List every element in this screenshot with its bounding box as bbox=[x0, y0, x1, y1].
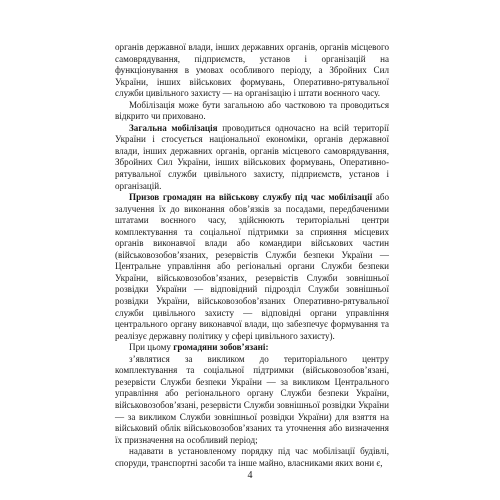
paragraph-general-mobilization bbox=[115, 123, 389, 192]
text-run: з’являтися за викликом до територіального центру комплектування та соціальної підтримки (військовозобов’язані, резервісти Служби безпеки України — за викликом Центрального управління або регіонального органу Служби безпеки України, військовозобов’язані, резервісти Служби зовнішньої розвідки України — за викликом Служби зовнішньої розвідки України) для взяття на військовий облік військовозобов’язаних та уточнення або визначення їх призначення на особливий період; bbox=[115, 353, 389, 445]
paragraph-obligation-appear bbox=[115, 354, 389, 446]
paragraph-mobilization-types bbox=[115, 100, 389, 123]
page-number: 4 bbox=[247, 470, 253, 481]
paragraph-obligation-property bbox=[115, 446, 389, 469]
paragraph-conscription bbox=[115, 192, 389, 342]
bold-term: громадяни зобов’язані: bbox=[173, 342, 269, 353]
text-run: Мобілізація може бути загальною або частковою та проводиться відкрито чи приховано. bbox=[115, 99, 389, 122]
bold-term: Загальна мобілізація bbox=[129, 122, 218, 133]
text-run: органів державної влади, інших державних органів, органів місцевого самоврядування, підприємств, установ і організацій на функціонування в умовах особливого періоду, а Збройних Сил України, інших військових формувань, Оперативно-рятувальної служби цивільного захисту — на організацію і штати воєнного часу. bbox=[115, 42, 389, 99]
text-run: надавати в установленому порядку під час мобілізації будівлі, споруди, транспортні засоби та інше майно, власниками яких вони є, bbox=[115, 446, 389, 468]
text-run: проводиться одночасно на всій території України і стосується національної економіки, органів державної влади, інших державних органів, органів місцевого самоврядування, Збройних Сил України, інших військових формувань, Оперативно-рятувальної служби цивільного захисту, підприємств, установ і організацій. bbox=[115, 122, 389, 191]
text-run: або залучення їх до виконання обов’язків за посадами, передбаченими штатами воєнного часу, здійснюють територіальні центри комплектування та соціальної підтримки за сприяння місцевих органів виконавчої влади або командири військових частин (військовозобов’язаних, резервістів Служби безпеки України — Центральне управління або регіональні органи Служби безпеки України, військовозобов’язаних, резервістів Служби зовнішньої розвідки України — відповідний підрозділ Служби зовнішньої розвідки України, військовозобов’язаних Оперативно-рятувальної служби цивільного захисту — відповідні органи управління центрального органу виконавчої влади, що забезпечує формування та реалізує державну політику у сфері цивільного захисту). bbox=[115, 192, 389, 341]
paragraph-citizens-obligations-intro bbox=[115, 342, 389, 354]
text-run: При цьому bbox=[129, 342, 174, 353]
paragraph-continuation bbox=[115, 42, 389, 100]
page-content bbox=[115, 42, 389, 469]
bold-term: Призов громадян на військову службу під час мобілізації bbox=[129, 192, 373, 203]
